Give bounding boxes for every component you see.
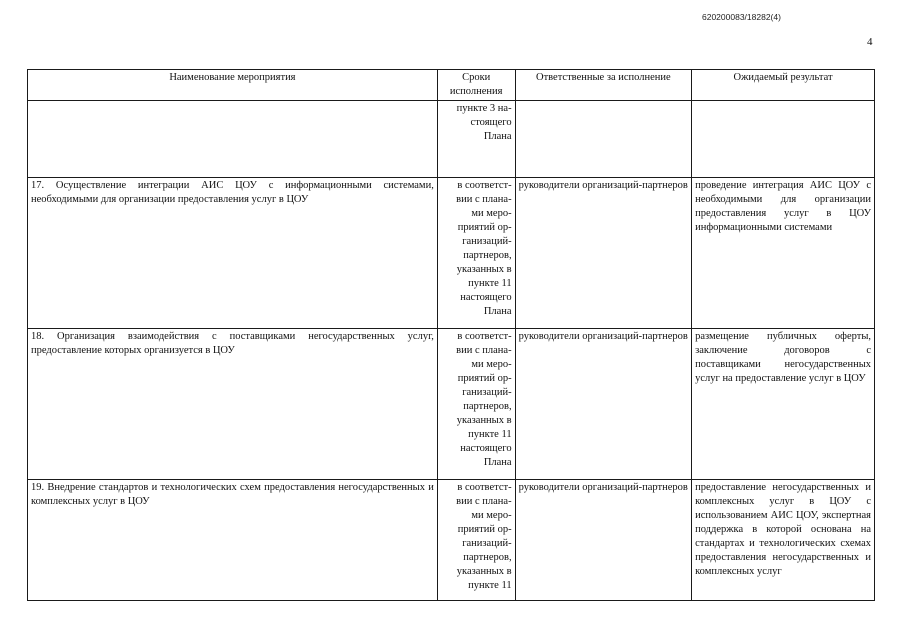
cell-responsible: руководители организаций-партнеров — [515, 178, 692, 329]
cell-responsible — [515, 101, 692, 178]
cell-name: 17. Осуществление интеграции АИС ЦОУ с информационными системами, необходимыми для организации предоставления услуг в ЦОУ — [28, 178, 438, 329]
cell-due: в соответст- вии с плана- ми меро- приятий ор- ганизаций- партнеров, указанных в пункте 11 настоящего Плана — [437, 178, 515, 329]
cell-name: 19. Внедрение стандартов и технологических схем предоставления негосударственных и комплексных услуг в ЦОУ — [28, 480, 438, 601]
cell-name — [28, 101, 438, 178]
header-name: Наименование мероприятия — [28, 70, 438, 101]
table-row-continued — [28, 101, 875, 178]
cell-result: размещение публичных оферты, заключение договоров с поставщиками негосударственных услуг на предоставление услуг в ЦОУ — [692, 329, 875, 480]
cell-name: 18. Организация взаимодействия с поставщиками негосударственных услуг, предоставление которых организуется в ЦОУ — [28, 329, 438, 480]
cell-result — [692, 101, 875, 178]
cell-responsible: руководители организаций-партнеров — [515, 329, 692, 480]
header-responsible: Ответственные за исполнение — [515, 70, 692, 101]
document-id: 620200083/18282(4) — [702, 12, 781, 22]
cell-due: в соответст- вии с плана- ми меро- приятий ор- ганизаций- партнеров, указанных в пункте 11 настоящего Плана — [437, 329, 515, 480]
table-header-row — [28, 70, 875, 101]
header-due: Сроки исполнения — [437, 70, 515, 101]
plan-table — [27, 69, 875, 601]
page-number: 4 — [867, 36, 873, 48]
cell-responsible: руководители организаций-партнеров — [515, 480, 692, 601]
cell-due: пункте 3 на- стоящего Плана — [437, 101, 515, 178]
table-row — [28, 480, 875, 601]
cell-due: в соответст- вии с плана- ми меро- приятий ор- ганизаций- партнеров, указанных в пункте 11 — [437, 480, 515, 601]
table-row — [28, 329, 875, 480]
table-row — [28, 178, 875, 329]
cell-result: проведение интеграция АИС ЦОУ с необходимыми для организации предоставления услуг в ЦОУ информационными системами — [692, 178, 875, 329]
header-result: Ожидаемый результат — [692, 70, 875, 101]
cell-result: предоставление негосударственных и комплексных услуг в ЦОУ с использованием АИС ЦОУ, экспертная поддержка в которой основана на стандартах и технологических схемах предоставления негосударственных и комплексных услуг — [692, 480, 875, 601]
